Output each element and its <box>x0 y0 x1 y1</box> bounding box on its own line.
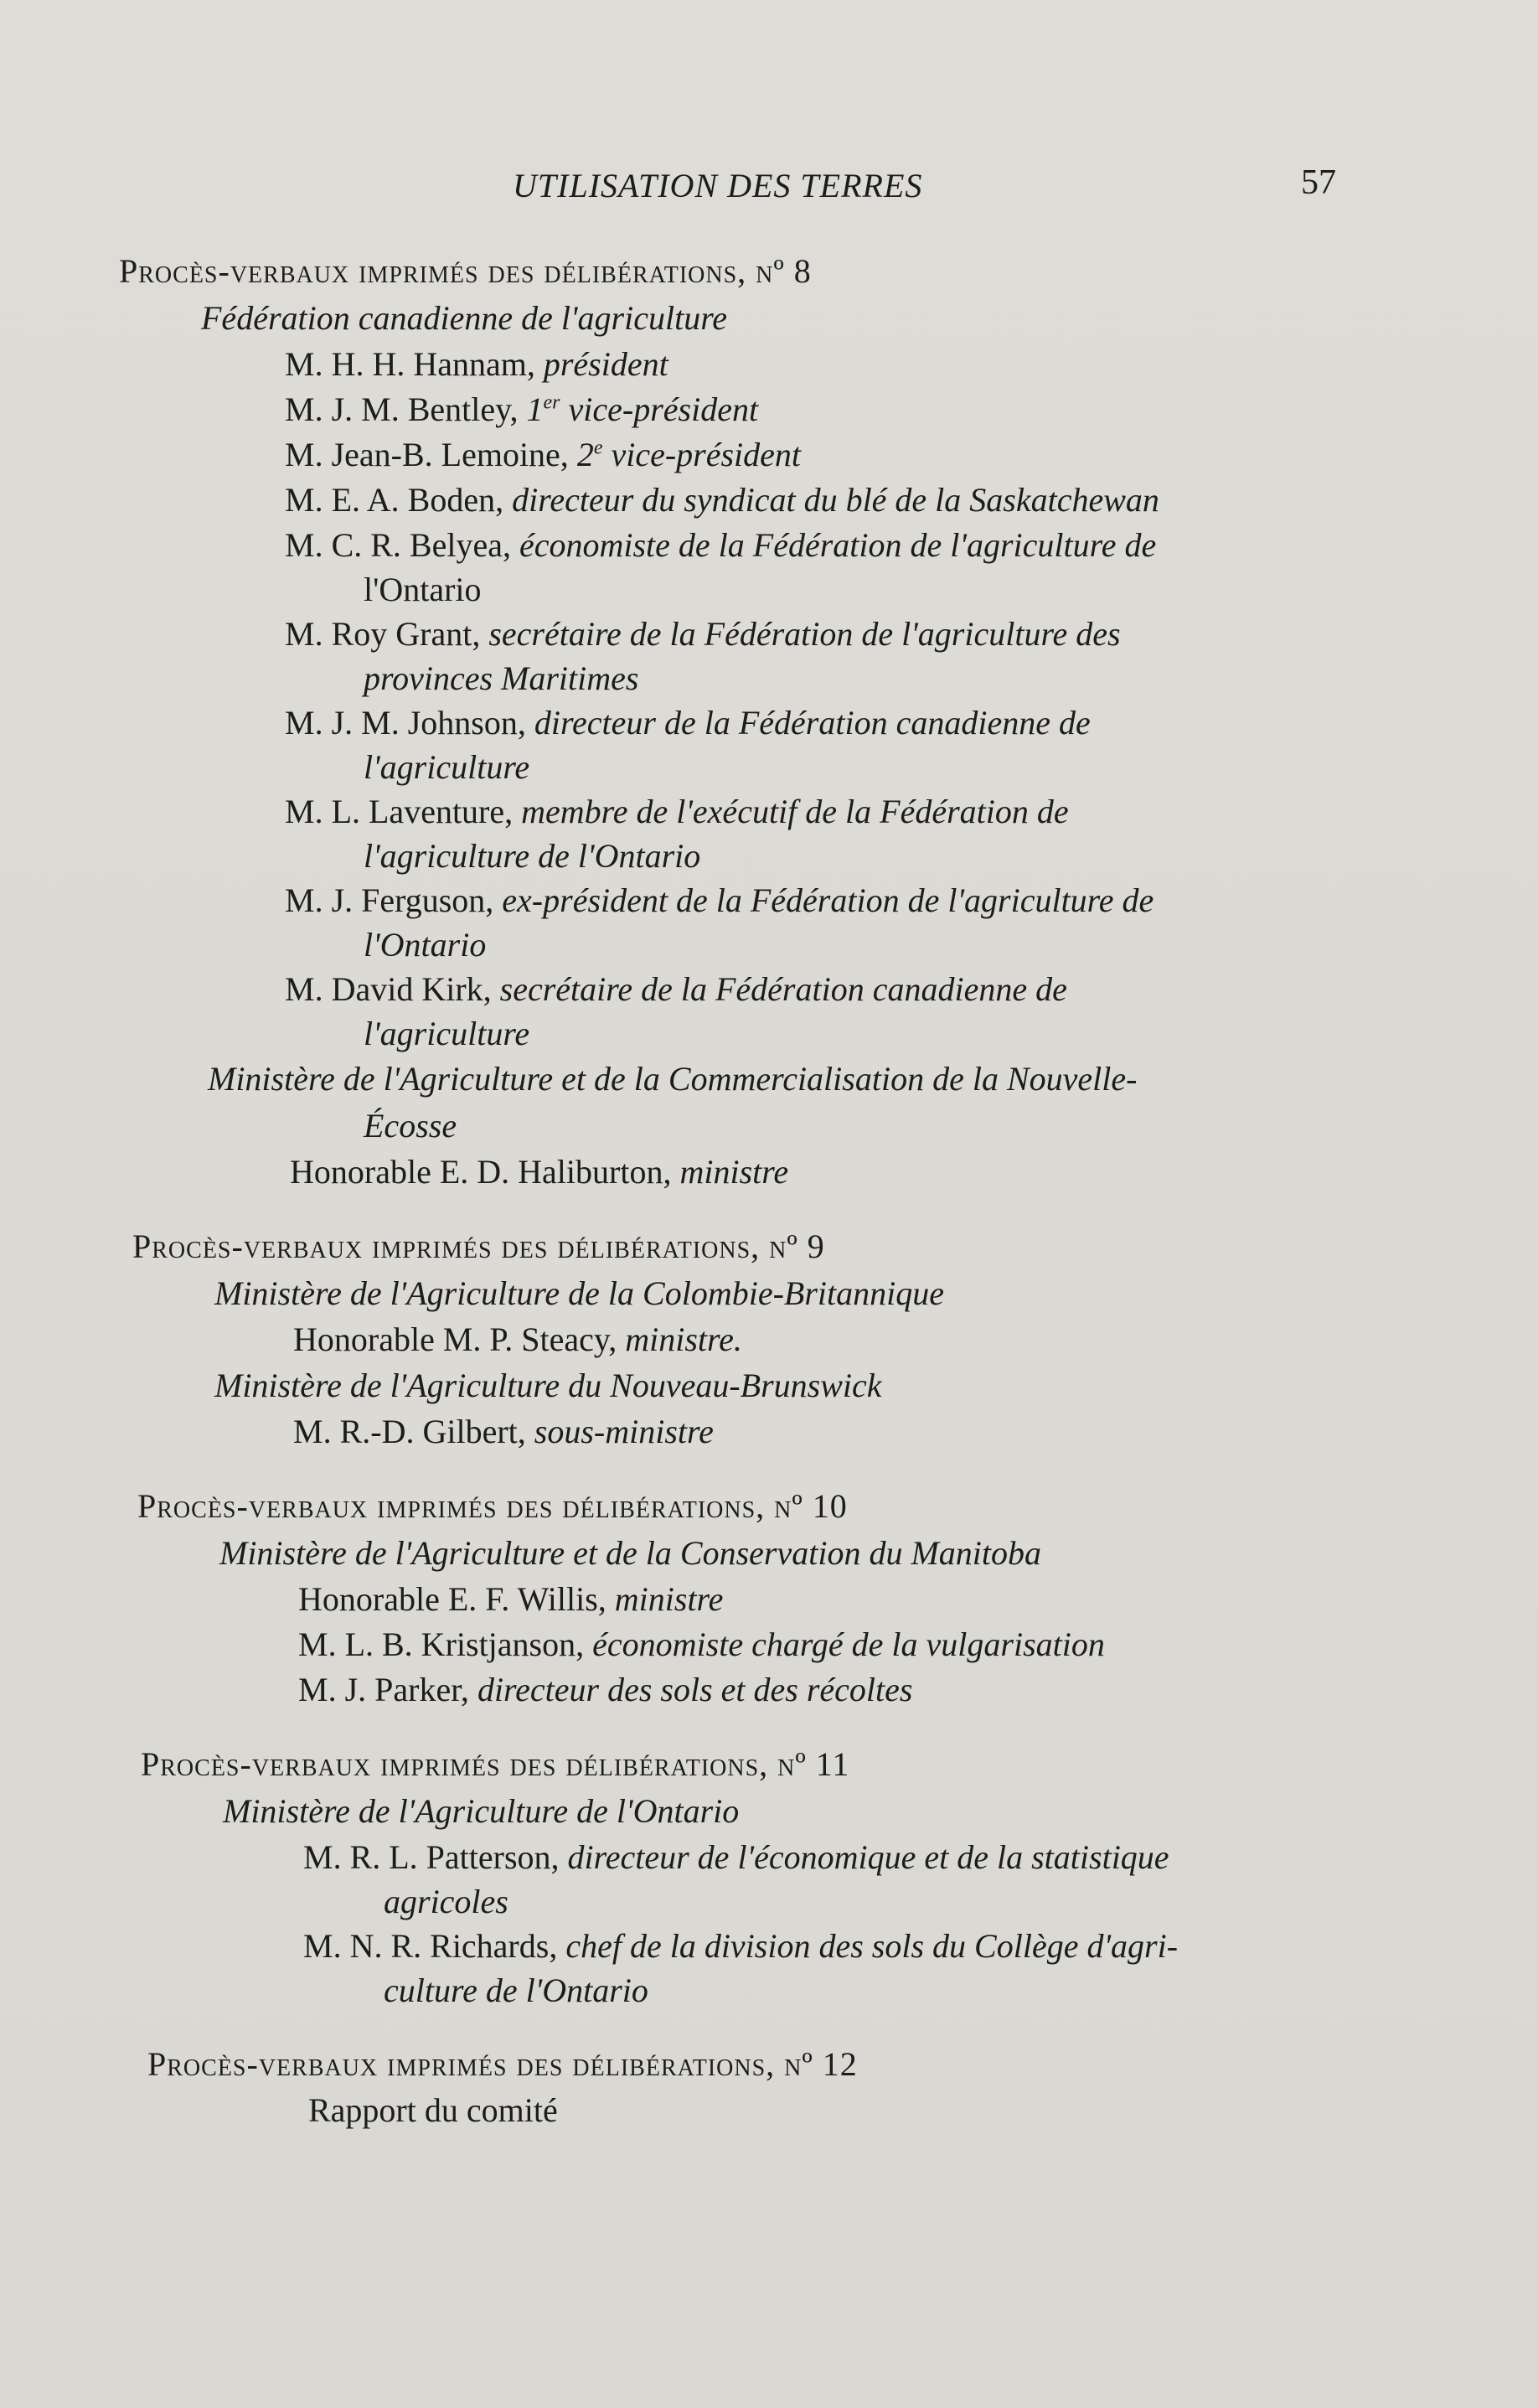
member-role: secrétaire de la Fédération canadienne de <box>499 970 1067 1008</box>
member-entry <box>285 700 1538 746</box>
ordinal: 1 <box>526 390 544 428</box>
section-heading: Procès-verbaux imprimés des délibérations, nº 9 <box>132 1227 825 1265</box>
member-name: M. C. R. Belyea, <box>285 526 511 564</box>
organization-name: Ministère de l'Agriculture du Nouveau-Brunswick <box>214 1367 882 1404</box>
report-entry: Rapport du comité <box>308 2091 558 2129</box>
section-10 <box>0 1483 1538 1713</box>
member-role-continuation: agricoles <box>384 1883 508 1920</box>
member-role-continuation: l'Ontario <box>364 926 487 964</box>
member-name: M. E. A. Boden, <box>285 481 504 519</box>
member-role: ministre. <box>625 1320 742 1358</box>
member-role: membre de l'exécutif de la Fédération de <box>521 793 1069 830</box>
member-role: ex-président de la Fédération de l'agriculture de <box>502 881 1154 919</box>
member-role-continuation: l'Ontario <box>364 571 482 608</box>
member-name: M. Jean-B. Lemoine, <box>285 436 569 473</box>
member-entry <box>285 478 1538 523</box>
running-head: UTILISATION DES TERRES <box>513 167 923 204</box>
member-name: M. N. R. Richards, <box>303 1927 558 1965</box>
member-name: M. R.-D. Gilbert, <box>293 1413 526 1450</box>
member-entry <box>285 523 1538 568</box>
member-role: directeur de la Fédération canadienne de <box>534 704 1091 742</box>
member-entry <box>285 612 1538 657</box>
member-entry <box>290 1150 1538 1195</box>
page-content <box>0 248 1538 2162</box>
section-heading: Procès-verbaux imprimés des délibérations, nº 11 <box>141 1745 850 1783</box>
member-role: directeur de l'économique et de la statistique <box>567 1838 1169 1876</box>
member-role: économiste chargé de la vulgarisation <box>592 1625 1105 1663</box>
member-entry <box>298 1622 1538 1667</box>
member-entry <box>298 1667 1538 1713</box>
member-role: économiste de la Fédération de l'agriculture de <box>519 526 1157 564</box>
member-role: chef de la division des sols du Collège d'agri- <box>565 1927 1179 1965</box>
organization-name: Ministère de l'Agriculture et de la Commercialisation de la Nouvelle- <box>208 1060 1138 1098</box>
member-name: M. J. M. Bentley, <box>285 390 519 428</box>
member-role: directeur des sols et des récoltes <box>477 1671 913 1708</box>
member-entry <box>293 1409 1538 1455</box>
member-role: sous-ministre <box>534 1413 714 1450</box>
section-8 <box>0 248 1538 1195</box>
ordinal-suffix: e <box>593 437 603 459</box>
member-role: président <box>543 345 668 383</box>
section-heading: Procès-verbaux imprimés des délibérations, nº 12 <box>147 2045 858 2083</box>
member-name: M. H. H. Hannam, <box>285 345 535 383</box>
member-role: ministre <box>679 1153 789 1191</box>
ordinal-suffix: er <box>543 391 560 414</box>
member-name: M. J. Parker, <box>298 1671 469 1708</box>
member-name: M. L. Laventure, <box>285 793 514 830</box>
member-name: M. J. M. Johnson, <box>285 704 526 742</box>
organization-name-continuation: Écosse <box>364 1107 457 1145</box>
page-number: 57 <box>1301 163 1336 202</box>
member-role: vice-président <box>611 436 802 473</box>
member-name: M. L. B. Kristjanson, <box>298 1625 585 1663</box>
member-entry <box>285 387 1538 432</box>
ordinal: 2 <box>576 436 594 473</box>
member-name: M. Roy Grant, <box>285 615 481 653</box>
member-entry <box>285 967 1538 1012</box>
member-entry <box>298 1577 1538 1622</box>
section-heading: Procès-verbaux imprimés des délibérations, nº 10 <box>137 1487 848 1525</box>
member-entry <box>293 1317 1538 1362</box>
member-name: Honorable M. P. Steacy, <box>293 1320 617 1358</box>
member-role: vice-président <box>568 390 759 428</box>
member-entry <box>285 878 1538 923</box>
member-role-continuation: l'agriculture de l'Ontario <box>364 837 701 875</box>
member-entry <box>303 1835 1538 1880</box>
member-role-continuation: l'agriculture <box>364 748 530 786</box>
member-name: Honorable E. F. Willis, <box>298 1580 606 1618</box>
member-role: ministre <box>614 1580 724 1618</box>
organization-name: Ministère de l'Agriculture et de la Conservation du Manitoba <box>219 1534 1041 1572</box>
organization-name: Ministère de l'Agriculture de la Colombie-Britannique <box>214 1274 944 1312</box>
section-12 <box>0 2041 1538 2133</box>
member-name: M. David Kirk, <box>285 970 492 1008</box>
member-role: directeur du syndicat du blé de la Saskatchewan <box>512 481 1159 519</box>
organization-name: Ministère de l'Agriculture de l'Ontario <box>223 1792 740 1830</box>
section-11 <box>0 1741 1538 2013</box>
organization-name: Fédération canadienne de l'agriculture <box>201 299 728 337</box>
member-role-continuation: l'agriculture <box>364 1015 530 1052</box>
member-entry <box>285 432 1538 478</box>
section-9 <box>0 1223 1538 1455</box>
member-entry <box>285 342 1538 387</box>
member-role-continuation: provinces Maritimes <box>364 659 639 697</box>
member-name: Honorable E. D. Haliburton, <box>290 1153 672 1191</box>
section-heading: Procès-verbaux imprimés des délibérations, nº 8 <box>119 252 812 290</box>
member-entry <box>285 789 1538 835</box>
member-role: secrétaire de la Fédération de l'agriculture des <box>488 615 1121 653</box>
member-name: M. J. Ferguson, <box>285 881 494 919</box>
member-entry <box>303 1924 1538 1969</box>
member-name: M. R. L. Patterson, <box>303 1838 560 1876</box>
member-role-continuation: culture de l'Ontario <box>384 1971 648 2009</box>
